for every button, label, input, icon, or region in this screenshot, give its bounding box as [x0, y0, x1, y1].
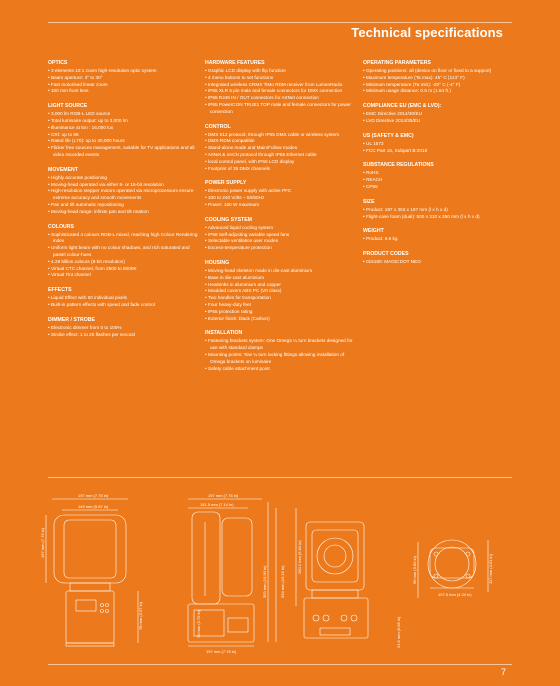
spec-item: • Uniform light beam with no colour shadows, and rich saturated and pastel colour-hues: [48, 245, 198, 259]
spec-section: [48, 60, 198, 95]
spec-item: • Base in die-cast aluminium: [205, 275, 355, 282]
spec-item: • Two handles for transportation: [205, 295, 355, 302]
spec-list: [363, 68, 513, 95]
spec-section-title: SIZE: [363, 198, 375, 205]
perspective-view-drawing: [296, 508, 368, 638]
spec-section: [48, 224, 198, 280]
spec-item: • IP65 XLR 5 pin male and female connectors for DMX connection: [205, 88, 355, 95]
spec-section: [205, 124, 355, 173]
spec-item: • Fastening brackets system: One Omega ¼ turn brackets designed for use with standard clamps: [205, 338, 355, 352]
spec-item: • REACH: [363, 177, 513, 184]
spec-list: [48, 295, 198, 309]
spec-item: • 100 mm front lens: [48, 88, 198, 95]
spec-item: • Sophisticated 4 colours RGB-L mixed, reaching high Colour Rendering index: [48, 232, 198, 246]
spec-section-title: POWER SUPPLY: [205, 180, 247, 187]
spec-section-title: US (SAFETY & EMC): [363, 132, 414, 139]
spec-item: • Built-in pattern effects with speed and fade control: [48, 302, 198, 309]
spec-section-title: HARDWARE FEATURES: [205, 60, 265, 66]
spec-list: [205, 132, 355, 173]
spec-item: • Four heavy-duty feet: [205, 302, 355, 309]
spec-item: • Stand-alone mode and Main/Follow modes: [205, 145, 355, 152]
page-number: 7: [500, 667, 506, 677]
bottom-view-drawing: [418, 540, 488, 598]
spec-column-3: [363, 60, 513, 274]
spec-item: • Strobe effect: 1 to 25 flashes per second: [48, 332, 198, 339]
spec-item: • Heatsinks in aluminium and copper: [205, 282, 355, 289]
spec-item: • DMX-RDM compatible: [205, 138, 355, 145]
side-inner-width-dim: 181.5 mm (7.14 in): [200, 502, 234, 507]
spec-section: [48, 103, 198, 159]
spec-item: • 100 to 240 Volts ~ 50/60Hz: [205, 195, 355, 202]
spec-list: [205, 68, 355, 116]
spec-section: [363, 199, 513, 221]
spec-section-title: CONTROL: [205, 123, 231, 130]
spec-item: • Fast motorised linear zoom: [48, 82, 198, 89]
spec-section-title: PRODUCT CODES: [363, 251, 409, 258]
spec-item: • Total luminaire output: up to 3,000 lm: [48, 118, 198, 125]
spec-item: • Safety cable attachment point: [205, 366, 355, 373]
spec-item: • Excess-temperature protection: [205, 245, 355, 252]
spec-item: • Minimum temperature (Ta min): -20° C (-4° F): [363, 82, 513, 89]
spec-item: • Illuminance at 5m : 16,000 lux: [48, 125, 198, 132]
spec-item: • Operating positions: all (device on floor or fixed to a support): [363, 68, 513, 75]
side-top-width-dim: 197 mm (7.76 in): [208, 493, 239, 498]
spec-item: • IP65 RJ45 IN / OUT connectors for ArtNet connection: [205, 95, 355, 102]
spec-list: [205, 225, 355, 252]
spec-section-title: COOLING SYSTEM: [205, 216, 252, 223]
spec-section: [363, 103, 513, 125]
spec-item: • Advanced liquid cooling system: [205, 225, 355, 232]
spec-item: • LVD Directive 2014/35/EU: [363, 118, 513, 125]
spec-list: [48, 68, 198, 95]
front-base-height-dim: 78 mm (3.07 in): [138, 601, 143, 630]
spec-section-title: COMPLIANCE EU (EMC & LVD):: [363, 103, 442, 110]
spec-column-1: [48, 60, 198, 346]
spec-list: [363, 111, 513, 125]
spec-item: • Highly accurate positioning: [48, 175, 198, 182]
spec-item: • Selectable ventilation user modes: [205, 238, 355, 245]
spec-section: [48, 167, 198, 216]
spec-item: • IP65 protection rating: [205, 309, 355, 316]
spec-item: • FCC Part 15, Subpart B:2018: [363, 148, 513, 155]
spec-section-title: COLOURS: [48, 223, 74, 230]
spec-list: [363, 141, 513, 155]
spec-column-2: [205, 60, 355, 380]
spec-item: • Moving-head operated via either 8- or 16-bit resolution: [48, 182, 198, 189]
spec-item: • Flicker free sources management, suitable for TV applications and all video recorded events: [48, 145, 198, 159]
spec-item: • IP65 PowerCON TRUE1 TOP male and female connectors for power connection: [205, 102, 355, 116]
spec-item: • RoHS: [363, 170, 513, 177]
spec-item: • ArtNet & sACN protocol through IP65 Ethernet cable: [205, 152, 355, 159]
spec-section-title: WEIGHT: [363, 228, 384, 235]
spec-item: • CRI: up to 86: [48, 132, 198, 139]
spec-item: • Rated life (L70): up to 40,000 hours: [48, 138, 198, 145]
spec-item: • 4 menu buttons to set functions: [205, 75, 355, 82]
top-divider: [48, 22, 512, 23]
spec-item: • Graphic LCD display with flip function: [205, 68, 355, 75]
spec-item: • 3 elements 10:1 zoom high-resolution optic system: [48, 68, 198, 75]
spec-item: • 4.29 billion colours (8-bit resolution): [48, 259, 198, 266]
spec-item: • 015180: MAGICDOT NEO: [363, 259, 513, 266]
spec-item: • local control panel, with IP65 LCD display: [205, 159, 355, 166]
spec-item: • Maximum temperature (Ta max): 45° C (113° F): [363, 75, 513, 82]
spec-list: [363, 259, 513, 266]
side-yoke-height-dim: 280.2 mm (9.84 in): [297, 540, 302, 574]
bottom-divider: [48, 664, 512, 665]
spec-section: [205, 330, 355, 372]
spec-section-title: OPERATING PARAMETERS: [363, 60, 431, 66]
bottom-left-height-dim: 96 mm (3.80 in): [412, 555, 417, 584]
spec-item: • Footprint of 35 DMX channels: [205, 166, 355, 173]
spec-section: [363, 60, 513, 95]
spec-section: [205, 260, 355, 322]
spec-section-title: EFFECTS: [48, 287, 72, 294]
front-top-width-dim: 197 mm (7.76 in): [78, 493, 109, 498]
front-view-drawing: [46, 499, 138, 646]
spec-item: • Moulded covers ABS PC (V0 class): [205, 288, 355, 295]
spec-item: • Product: 197 x 353 x 197 mm (l x h x d): [363, 207, 513, 214]
spec-item: • 3,000 lm RGB-L LED source: [48, 111, 198, 118]
spec-item: • Mounting points: Tow ¼ turn locking fittings allowing installation of Omega brackets on luminaire: [205, 352, 355, 366]
spec-item: • Exterior finish: black (Carbon): [205, 316, 355, 323]
spec-list: [363, 207, 513, 221]
spec-item: • Flight-case foam (dual): 500 x 310 x 250 mm (l x h x d): [363, 214, 513, 221]
spec-list: [363, 170, 513, 190]
spec-item: • Minimum usage distance: 0.5 m (1.64 ft.): [363, 88, 513, 95]
spec-section-title: SUBSTANCE REGULATIONS: [363, 162, 434, 169]
spec-section: [363, 251, 513, 266]
spec-item: • Pan and tilt automatic repositioning: [48, 202, 198, 209]
spec-item: • DMX 512 protocol, through IP65 DMX cable or wireless system: [205, 132, 355, 139]
spec-section: [205, 60, 355, 116]
spec-item: • Beam aperture: 3° to 30°: [48, 75, 198, 82]
bottom-right-height-dim: 117 mm (4.61 in): [488, 554, 493, 584]
spec-section-title: INSTALLATION: [205, 330, 243, 337]
spec-list: [48, 175, 198, 216]
spec-section-title: OPTICS: [48, 60, 68, 66]
spec-item: • Moving-head range: infinite pan and tilt rotation: [48, 209, 198, 216]
spec-section-title: LIGHT SOURCE: [48, 103, 88, 110]
spec-list: [48, 325, 198, 339]
spec-item: • Moving-head skeleton made in die-cast aluminium: [205, 268, 355, 275]
spec-list: [205, 268, 355, 322]
spec-list: [48, 232, 198, 280]
spec-item: • Power: 160 W maximum: [205, 202, 355, 209]
dimension-drawings-svg: [0, 478, 560, 663]
spec-section: [363, 228, 513, 243]
spec-item: • Virtual Tint channel: [48, 272, 198, 279]
spec-section: [48, 317, 198, 339]
spec-section: [205, 217, 355, 252]
spec-section: [363, 162, 513, 190]
bottom-width-dim: 107.5 mm (4.24 in): [438, 592, 472, 597]
spec-item: • EMC Directive 2014/30/EU: [363, 111, 513, 118]
side-bottom-width-dim: 197 mm (7.76 in): [206, 649, 237, 654]
front-inner-width-dim: 149 mm (5.87 in): [78, 504, 109, 509]
spec-item: • Electronic power supply with active PFC: [205, 188, 355, 195]
spec-item: • Electronic dimmer from 0 to 100%: [48, 325, 198, 332]
spec-section: [48, 287, 198, 309]
spec-item: • High-resolution stepper motors operated via microprocessors ensure extreme accuracy and smooth movements: [48, 188, 198, 202]
spec-item: • UL 1573: [363, 141, 513, 148]
spec-item: • Liquid Effect with 60 individual pixels: [48, 295, 198, 302]
spec-list: [48, 111, 198, 159]
spec-section: [205, 180, 355, 208]
spec-list: [363, 236, 513, 243]
spec-section-title: HOUSING: [205, 259, 230, 266]
spec-item: • Product: 6.6 kg: [363, 236, 513, 243]
spec-item: • CP65: [363, 184, 513, 191]
spec-list: [205, 188, 355, 208]
front-head-height-dim: 197 mm (7.76 in): [40, 527, 45, 558]
spec-section: [363, 133, 513, 155]
spec-item: • Virtual CTC channel, from 2500 to 8000K: [48, 266, 198, 273]
spec-list: [205, 338, 355, 372]
spec-item: • Integrated wireless CRMX TiMo RDM receiver from LumenRadio: [205, 82, 355, 89]
side-base-height-dim: 70 mm (2.76 in): [196, 609, 201, 638]
side-mid-height-dim: 334 mm (13.15 in): [280, 565, 285, 598]
page-title: Technical specifications: [351, 25, 503, 40]
spec-section-title: DIMMER / STROBE: [48, 316, 95, 323]
side-total-height-dim: 353 mm (13.90 in): [262, 565, 267, 598]
spec-section-title: MOVEMENT: [48, 166, 78, 173]
bottom-base-height-dim: 21.6 mm (0.85 in): [396, 616, 401, 648]
dimension-drawings: [0, 478, 560, 663]
spec-item: • IP68 Self-adjusting variable speed fans: [205, 232, 355, 239]
